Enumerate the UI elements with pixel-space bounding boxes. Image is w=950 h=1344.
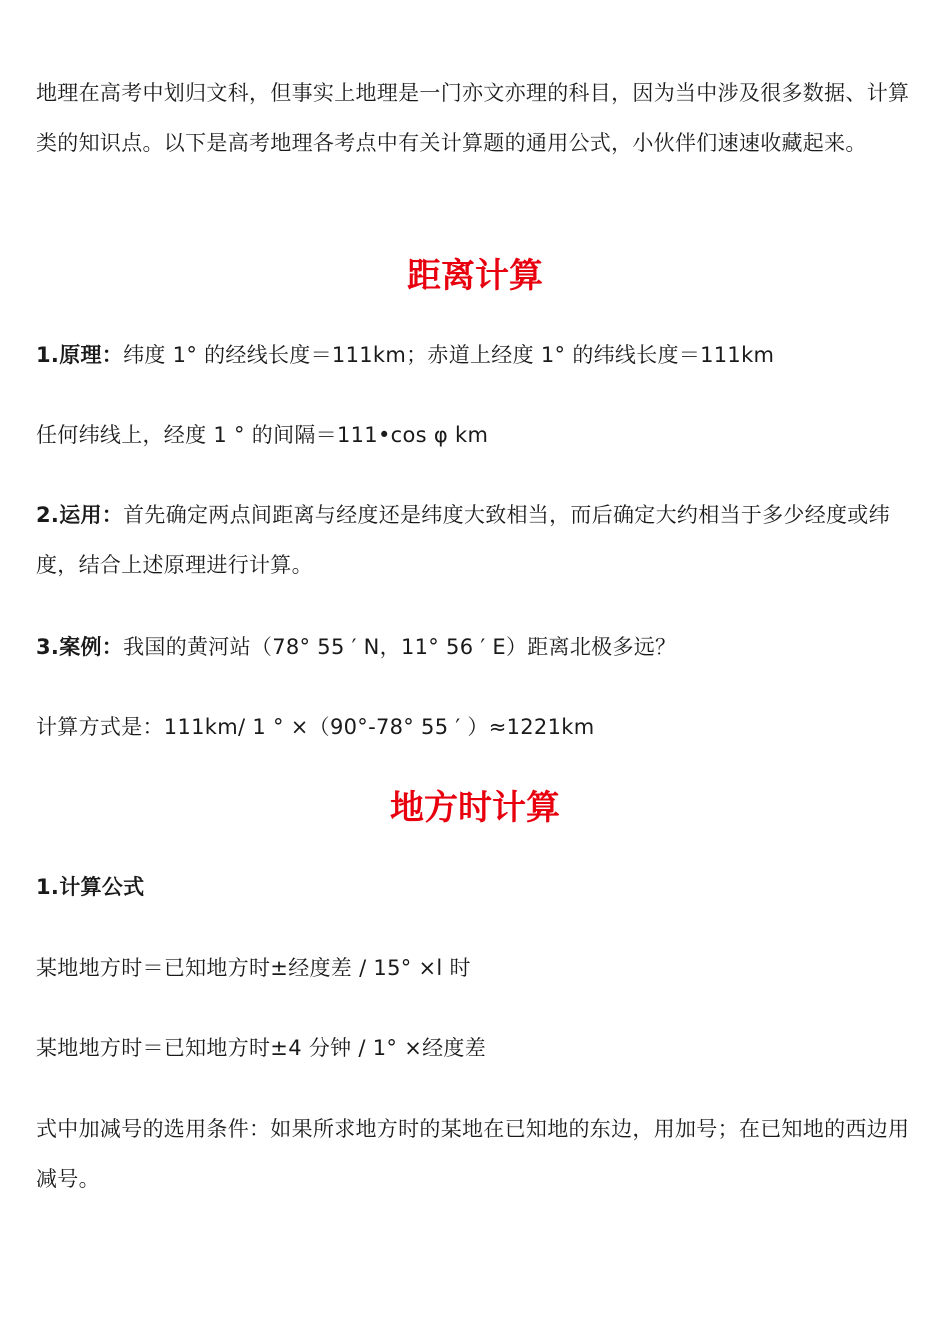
distance-principle [36, 330, 914, 380]
local-time-formula-1: 某地地方时＝已知地方时±经度差 / 15° ×l 时 [36, 956, 471, 980]
distance-case [36, 622, 914, 672]
local-time-formula-label: 1.计算公式 [36, 875, 145, 899]
local-time-condition: 式中加减号的选用条件：如果所求地方时的某地在已知地的东边，用加号；在已知地的西边用减号。 [36, 1117, 910, 1191]
distance-principle-extra: 任何纬线上，经度 1 ° 的间隔＝111•cos φ km [36, 423, 489, 447]
distance-principle-text: 纬度 1° 的经线长度＝111km；赤道上经度 1° 的纬线长度＝111km [123, 343, 775, 367]
intro-paragraph: 地理在高考中划归文科，但事实上地理是一门亦文亦理的科目，因为当中涉及很多数据、计算类的知识点。以下是高考地理各考点中有关计算题的通用公式，小伙伴们速速收藏起来。 [36, 81, 910, 155]
distance-case-label: 3.案例： [36, 635, 124, 659]
local-time-formula-2: 某地地方时＝已知地方时±4 分钟 / 1° ×经度差 [36, 1036, 486, 1060]
distance-application-text: 首先确定两点间距离与经度还是纬度大致相当，而后确定大约相当于多少经度或纬度，结合上述原理进行计算。 [36, 503, 890, 577]
distance-application-label: 2.运用： [36, 503, 124, 527]
section-title-local-time: 地方时计算 [390, 788, 560, 828]
distance-case-text: 我国的黄河站（78° 55 ′ N，11° 56 ′ E）距离北极多远？ [123, 635, 677, 659]
distance-principle-label: 1.原理： [36, 343, 124, 367]
section-title-distance: 距离计算 [407, 256, 543, 296]
distance-calculation: 计算方式是：111km/ 1 ° ×（90°-78° 55 ′ ）≈1221km [36, 715, 595, 739]
distance-application [36, 490, 914, 590]
